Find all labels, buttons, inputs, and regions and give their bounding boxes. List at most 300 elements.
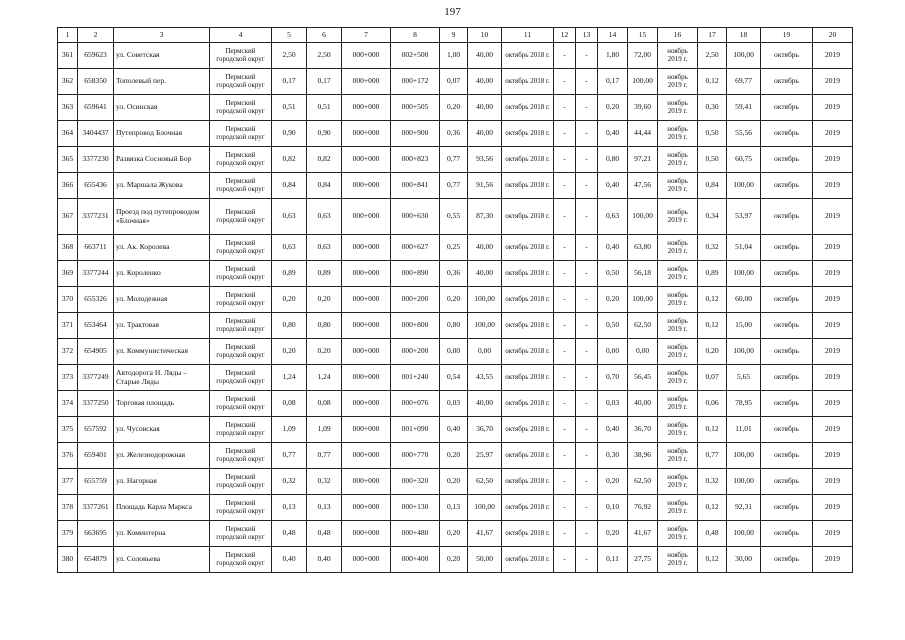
table-cell: 15,00: [727, 313, 761, 339]
table-cell: 0,13: [272, 495, 307, 521]
table-cell: 0,20: [598, 287, 628, 313]
column-header: 4: [210, 28, 272, 43]
table-cell: -: [554, 147, 576, 173]
column-header: 20: [813, 28, 853, 43]
table-cell: 000+900: [391, 121, 440, 147]
column-header: 8: [391, 28, 440, 43]
table-cell: октябрь 2018 г.: [502, 365, 554, 391]
table-cell: 0,32: [272, 469, 307, 495]
table-cell: 2,50: [698, 43, 727, 69]
table-cell: 374: [58, 391, 78, 417]
table-cell: 000+000: [342, 469, 391, 495]
table-cell: 0,77: [440, 173, 468, 199]
table-cell: 50,00: [468, 547, 502, 573]
table-cell: 92,31: [727, 495, 761, 521]
table-cell: -: [576, 339, 598, 365]
table-cell: 000+320: [391, 469, 440, 495]
table-cell: 40,00: [468, 69, 502, 95]
table-cell: ноябрь 2019 г.: [658, 69, 698, 95]
table-cell: 655326: [78, 287, 114, 313]
table-cell: 000+000: [342, 417, 391, 443]
table-cell: 0,34: [698, 199, 727, 235]
table-cell: октябрь: [761, 417, 813, 443]
table-cell: октябрь 2018 г.: [502, 235, 554, 261]
table-cell: 1,24: [307, 365, 342, 391]
table-cell: ноябрь 2019 г.: [658, 365, 698, 391]
table-cell: 2019: [813, 95, 853, 121]
table-cell: 100,00: [727, 469, 761, 495]
table-cell: 0,20: [698, 339, 727, 365]
table-cell: 000+000: [342, 313, 391, 339]
table-cell: -: [554, 313, 576, 339]
table-row: [58, 69, 853, 95]
table-cell: 000+200: [391, 287, 440, 313]
table-cell: 3377250: [78, 391, 114, 417]
table-cell: -: [576, 469, 598, 495]
table-cell: 0,08: [272, 391, 307, 417]
table-cell: Развязка Сосновый Бор: [114, 147, 210, 173]
table-cell: 000+000: [342, 199, 391, 235]
table-cell: октябрь: [761, 287, 813, 313]
table-cell: 39,60: [628, 95, 658, 121]
table-cell: 659641: [78, 95, 114, 121]
table-cell: 0,63: [307, 235, 342, 261]
table-cell: 2019: [813, 287, 853, 313]
table-cell: 2019: [813, 69, 853, 95]
table-cell: ул. Ак. Королева: [114, 235, 210, 261]
column-header: 3: [114, 28, 210, 43]
table-cell: 97,21: [628, 147, 658, 173]
column-header: 10: [468, 28, 502, 43]
table-cell: 0,36: [440, 261, 468, 287]
table-cell: -: [576, 199, 598, 235]
table-cell: Пермский городской округ: [210, 69, 272, 95]
table-cell: 0,40: [272, 547, 307, 573]
table-cell: 367: [58, 199, 78, 235]
table-cell: октябрь: [761, 443, 813, 469]
table-cell: 0,08: [307, 391, 342, 417]
table-cell: октябрь 2018 г.: [502, 339, 554, 365]
table-cell: -: [554, 443, 576, 469]
table-cell: ноябрь 2019 г.: [658, 391, 698, 417]
table-cell: ул. Железнодорожная: [114, 443, 210, 469]
table-row: [58, 391, 853, 417]
table-cell: октябрь: [761, 391, 813, 417]
table-cell: 000+000: [342, 365, 391, 391]
table-cell: -: [554, 417, 576, 443]
table-cell: 72,00: [628, 43, 658, 69]
table-cell: -: [576, 235, 598, 261]
table-cell: Торговая площадь: [114, 391, 210, 417]
table-cell: 0,20: [307, 287, 342, 313]
table-cell: октябрь: [761, 495, 813, 521]
table-cell: 0,17: [272, 69, 307, 95]
table-cell: ул. Осинская: [114, 95, 210, 121]
table-cell: 0,06: [698, 391, 727, 417]
table-cell: октябрь: [761, 521, 813, 547]
table-cell: 0,03: [440, 391, 468, 417]
table-cell: 100,00: [727, 443, 761, 469]
document-sheet: [57, 27, 853, 573]
table-cell: 76,92: [628, 495, 658, 521]
table-cell: 372: [58, 339, 78, 365]
table-cell: ноябрь 2019 г.: [658, 313, 698, 339]
table-cell: 2019: [813, 469, 853, 495]
table-cell: 000+627: [391, 235, 440, 261]
table-cell: 3377231: [78, 199, 114, 235]
table-cell: 000+000: [342, 521, 391, 547]
table-cell: 0,10: [598, 495, 628, 521]
table-cell: 0,17: [598, 69, 628, 95]
table-cell: 40,00: [468, 235, 502, 261]
table-cell: октябрь: [761, 95, 813, 121]
table-cell: ул. Короленко: [114, 261, 210, 287]
table-cell: 2019: [813, 443, 853, 469]
table-cell: 51,04: [727, 235, 761, 261]
table-cell: 0,82: [307, 147, 342, 173]
table-cell: 41,67: [468, 521, 502, 547]
column-header: 19: [761, 28, 813, 43]
table-cell: 0,13: [307, 495, 342, 521]
table-cell: 369: [58, 261, 78, 287]
table-cell: ул. Коммунистическая: [114, 339, 210, 365]
table-cell: 000+800: [391, 313, 440, 339]
table-cell: 0,48: [307, 521, 342, 547]
table-cell: 0,77: [440, 147, 468, 173]
column-header: 16: [658, 28, 698, 43]
table-cell: 362: [58, 69, 78, 95]
table-cell: 0,12: [698, 287, 727, 313]
table-cell: 0,20: [440, 547, 468, 573]
table-cell: 56,18: [628, 261, 658, 287]
table-cell: октябрь: [761, 147, 813, 173]
table-cell: 40,00: [468, 121, 502, 147]
table-cell: 000+890: [391, 261, 440, 287]
table-cell: 000+000: [342, 443, 391, 469]
table-cell: 44,44: [628, 121, 658, 147]
table-cell: 000+130: [391, 495, 440, 521]
table-cell: 0,77: [698, 443, 727, 469]
table-cell: -: [554, 287, 576, 313]
table-row: [58, 43, 853, 69]
table-cell: -: [576, 391, 598, 417]
column-header: 15: [628, 28, 658, 43]
column-header: 5: [272, 28, 307, 43]
table-cell: 0,40: [598, 417, 628, 443]
table-cell: 655759: [78, 469, 114, 495]
table-cell: -: [554, 339, 576, 365]
table-cell: 0,51: [307, 95, 342, 121]
table-cell: 91,56: [468, 173, 502, 199]
table-cell: 2019: [813, 547, 853, 573]
table-cell: 100,00: [628, 287, 658, 313]
table-cell: Пермский городской округ: [210, 173, 272, 199]
table-cell: 000+000: [342, 121, 391, 147]
table-cell: октябрь 2018 г.: [502, 287, 554, 313]
table-cell: 365: [58, 147, 78, 173]
table-cell: 000+841: [391, 173, 440, 199]
table-cell: 0,55: [440, 199, 468, 235]
table-cell: 0,20: [440, 521, 468, 547]
table-cell: -: [554, 469, 576, 495]
table-cell: 364: [58, 121, 78, 147]
table-cell: 375: [58, 417, 78, 443]
table-cell: 654905: [78, 339, 114, 365]
table-cell: октябрь: [761, 261, 813, 287]
table-cell: Пермский городской округ: [210, 313, 272, 339]
road-registry-table: [57, 27, 853, 573]
table-cell: ул. Молодежная: [114, 287, 210, 313]
table-cell: 000+000: [342, 339, 391, 365]
table-cell: 3377261: [78, 495, 114, 521]
column-header: 7: [342, 28, 391, 43]
table-cell: 0,48: [698, 521, 727, 547]
table-cell: 653464: [78, 313, 114, 339]
table-cell: -: [554, 173, 576, 199]
table-cell: октябрь: [761, 43, 813, 69]
table-cell: 1,00: [440, 43, 468, 69]
table-cell: 000+000: [342, 287, 391, 313]
table-cell: 0,40: [307, 547, 342, 573]
table-cell: 0,70: [598, 365, 628, 391]
table-cell: 000+000: [342, 43, 391, 69]
table-cell: ноябрь 2019 г.: [658, 339, 698, 365]
table-cell: 0,80: [598, 147, 628, 173]
table-cell: 62,50: [628, 469, 658, 495]
table-cell: 0,77: [307, 443, 342, 469]
table-cell: октябрь 2018 г.: [502, 391, 554, 417]
table-cell: октябрь: [761, 199, 813, 235]
table-cell: 0,30: [698, 95, 727, 121]
table-cell: Пермский городской округ: [210, 235, 272, 261]
table-cell: 658350: [78, 69, 114, 95]
table-cell: ноябрь 2019 г.: [658, 121, 698, 147]
table-cell: ноябрь 2019 г.: [658, 95, 698, 121]
table-cell: 000+000: [342, 69, 391, 95]
table-cell: 000+200: [391, 339, 440, 365]
table-cell: 2019: [813, 147, 853, 173]
table-cell: 38,96: [628, 443, 658, 469]
column-header: 6: [307, 28, 342, 43]
table-cell: 100,00: [468, 313, 502, 339]
table-cell: октябрь 2018 г.: [502, 199, 554, 235]
table-cell: -: [576, 521, 598, 547]
table-cell: 0,50: [598, 261, 628, 287]
table-cell: -: [576, 287, 598, 313]
table-cell: 0,00: [598, 339, 628, 365]
table-cell: Пермский городской округ: [210, 469, 272, 495]
table-row: [58, 547, 853, 573]
table-cell: -: [554, 69, 576, 95]
table-row: [58, 443, 853, 469]
table-cell: 41,67: [628, 521, 658, 547]
table-cell: Пермский городской округ: [210, 417, 272, 443]
table-cell: 59,41: [727, 95, 761, 121]
table-cell: 000+630: [391, 199, 440, 235]
table-cell: 371: [58, 313, 78, 339]
table-cell: 0,80: [307, 313, 342, 339]
column-header: 18: [727, 28, 761, 43]
table-cell: октябрь 2018 г.: [502, 173, 554, 199]
table-cell: 657592: [78, 417, 114, 443]
table-cell: 0,20: [272, 287, 307, 313]
table-cell: 002+500: [391, 43, 440, 69]
table-cell: 0,00: [468, 339, 502, 365]
table-cell: 0,82: [272, 147, 307, 173]
table-row: [58, 121, 853, 147]
table-cell: 000+000: [342, 261, 391, 287]
table-cell: 3377230: [78, 147, 114, 173]
table-cell: 1,09: [272, 417, 307, 443]
table-cell: 40,00: [468, 261, 502, 287]
table-cell: 0,07: [440, 69, 468, 95]
table-cell: 377: [58, 469, 78, 495]
table-cell: 0,32: [698, 469, 727, 495]
table-cell: ноябрь 2019 г.: [658, 261, 698, 287]
table-cell: 2019: [813, 199, 853, 235]
table-cell: ноябрь 2019 г.: [658, 199, 698, 235]
table-cell: Пермский городской округ: [210, 199, 272, 235]
table-cell: октябрь: [761, 365, 813, 391]
table-cell: ноябрь 2019 г.: [658, 417, 698, 443]
column-header: 17: [698, 28, 727, 43]
table-cell: октябрь 2018 г.: [502, 95, 554, 121]
table-cell: 000+000: [342, 95, 391, 121]
table-cell: -: [554, 121, 576, 147]
table-cell: 100,00: [727, 43, 761, 69]
table-cell: октябрь 2018 г.: [502, 547, 554, 573]
table-cell: -: [576, 121, 598, 147]
table-cell: октябрь 2018 г.: [502, 443, 554, 469]
table-cell: -: [554, 365, 576, 391]
table-cell: 3377249: [78, 365, 114, 391]
table-cell: 0,90: [272, 121, 307, 147]
table-cell: октябрь: [761, 547, 813, 573]
table-cell: 663695: [78, 521, 114, 547]
table-cell: 2,50: [307, 43, 342, 69]
table-cell: октябрь: [761, 173, 813, 199]
column-header: 1: [58, 28, 78, 43]
table-cell: -: [554, 521, 576, 547]
table-cell: 0,36: [440, 121, 468, 147]
table-cell: 0,20: [272, 339, 307, 365]
table-cell: -: [576, 547, 598, 573]
table-cell: -: [576, 495, 598, 521]
table-cell: 0,20: [598, 469, 628, 495]
table-cell: -: [576, 43, 598, 69]
table-cell: октябрь: [761, 313, 813, 339]
table-cell: 0,07: [698, 365, 727, 391]
table-cell: 5,65: [727, 365, 761, 391]
table-cell: 0,63: [272, 235, 307, 261]
table-cell: Площадь Карла Маркса: [114, 495, 210, 521]
table-cell: ноябрь 2019 г.: [658, 443, 698, 469]
table-cell: 2019: [813, 495, 853, 521]
table-cell: ул. Коминтерна: [114, 521, 210, 547]
table-cell: Пермский городской округ: [210, 547, 272, 573]
table-cell: 40,00: [628, 391, 658, 417]
table-cell: -: [576, 365, 598, 391]
table-cell: ноябрь 2019 г.: [658, 147, 698, 173]
table-cell: Пермский городской округ: [210, 495, 272, 521]
table-cell: -: [576, 69, 598, 95]
table-cell: 000+000: [342, 235, 391, 261]
table-cell: -: [554, 235, 576, 261]
table-cell: 2,50: [272, 43, 307, 69]
table-cell: 25,97: [468, 443, 502, 469]
table-cell: Пермский городской округ: [210, 365, 272, 391]
table-cell: 0,20: [440, 95, 468, 121]
table-cell: октябрь: [761, 121, 813, 147]
table-cell: ул. Маршала Жукова: [114, 173, 210, 199]
table-cell: октябрь: [761, 235, 813, 261]
table-cell: ул. Советская: [114, 43, 210, 69]
table-cell: 0,89: [307, 261, 342, 287]
table-row: [58, 521, 853, 547]
column-header: 13: [576, 28, 598, 43]
table-cell: октябрь 2018 г.: [502, 469, 554, 495]
table-cell: 0,20: [307, 339, 342, 365]
table-cell: 93,56: [468, 147, 502, 173]
table-cell: 0,50: [698, 147, 727, 173]
table-cell: 000+480: [391, 521, 440, 547]
table-cell: 0,00: [440, 339, 468, 365]
table-cell: -: [554, 43, 576, 69]
table-cell: 0,54: [440, 365, 468, 391]
table-cell: -: [554, 547, 576, 573]
table-cell: -: [576, 417, 598, 443]
table-cell: 78,95: [727, 391, 761, 417]
table-cell: -: [576, 147, 598, 173]
table-cell: Автодорога Н. Ляды – Старые Ляды: [114, 365, 210, 391]
table-cell: 87,30: [468, 199, 502, 235]
table-cell: 0,12: [698, 495, 727, 521]
table-cell: октябрь 2018 г.: [502, 121, 554, 147]
table-cell: 0,30: [598, 443, 628, 469]
table-cell: 000+400: [391, 547, 440, 573]
table-cell: 0,17: [307, 69, 342, 95]
table-cell: 361: [58, 43, 78, 69]
table-cell: ноябрь 2019 г.: [658, 235, 698, 261]
table-cell: 100,00: [727, 339, 761, 365]
table-cell: -: [554, 261, 576, 287]
table-cell: 0,20: [440, 469, 468, 495]
table-cell: 2019: [813, 339, 853, 365]
table-cell: 368: [58, 235, 78, 261]
column-header: 11: [502, 28, 554, 43]
table-cell: 654879: [78, 547, 114, 573]
table-cell: 100,00: [727, 521, 761, 547]
table-cell: 2019: [813, 235, 853, 261]
table-cell: 27,75: [628, 547, 658, 573]
table-row: [58, 235, 853, 261]
table-cell: 378: [58, 495, 78, 521]
table-cell: 40,00: [468, 391, 502, 417]
table-cell: 100,00: [628, 199, 658, 235]
table-cell: 0,03: [598, 391, 628, 417]
table-cell: 0,25: [440, 235, 468, 261]
table-cell: 11,01: [727, 417, 761, 443]
table-cell: Пермский городской округ: [210, 521, 272, 547]
table-cell: 0,13: [440, 495, 468, 521]
table-cell: ноябрь 2019 г.: [658, 495, 698, 521]
table-cell: 100,00: [727, 173, 761, 199]
table-cell: 2019: [813, 521, 853, 547]
table-cell: 0,50: [598, 313, 628, 339]
table-cell: 56,45: [628, 365, 658, 391]
table-cell: 0,20: [598, 521, 628, 547]
table-row: [58, 365, 853, 391]
